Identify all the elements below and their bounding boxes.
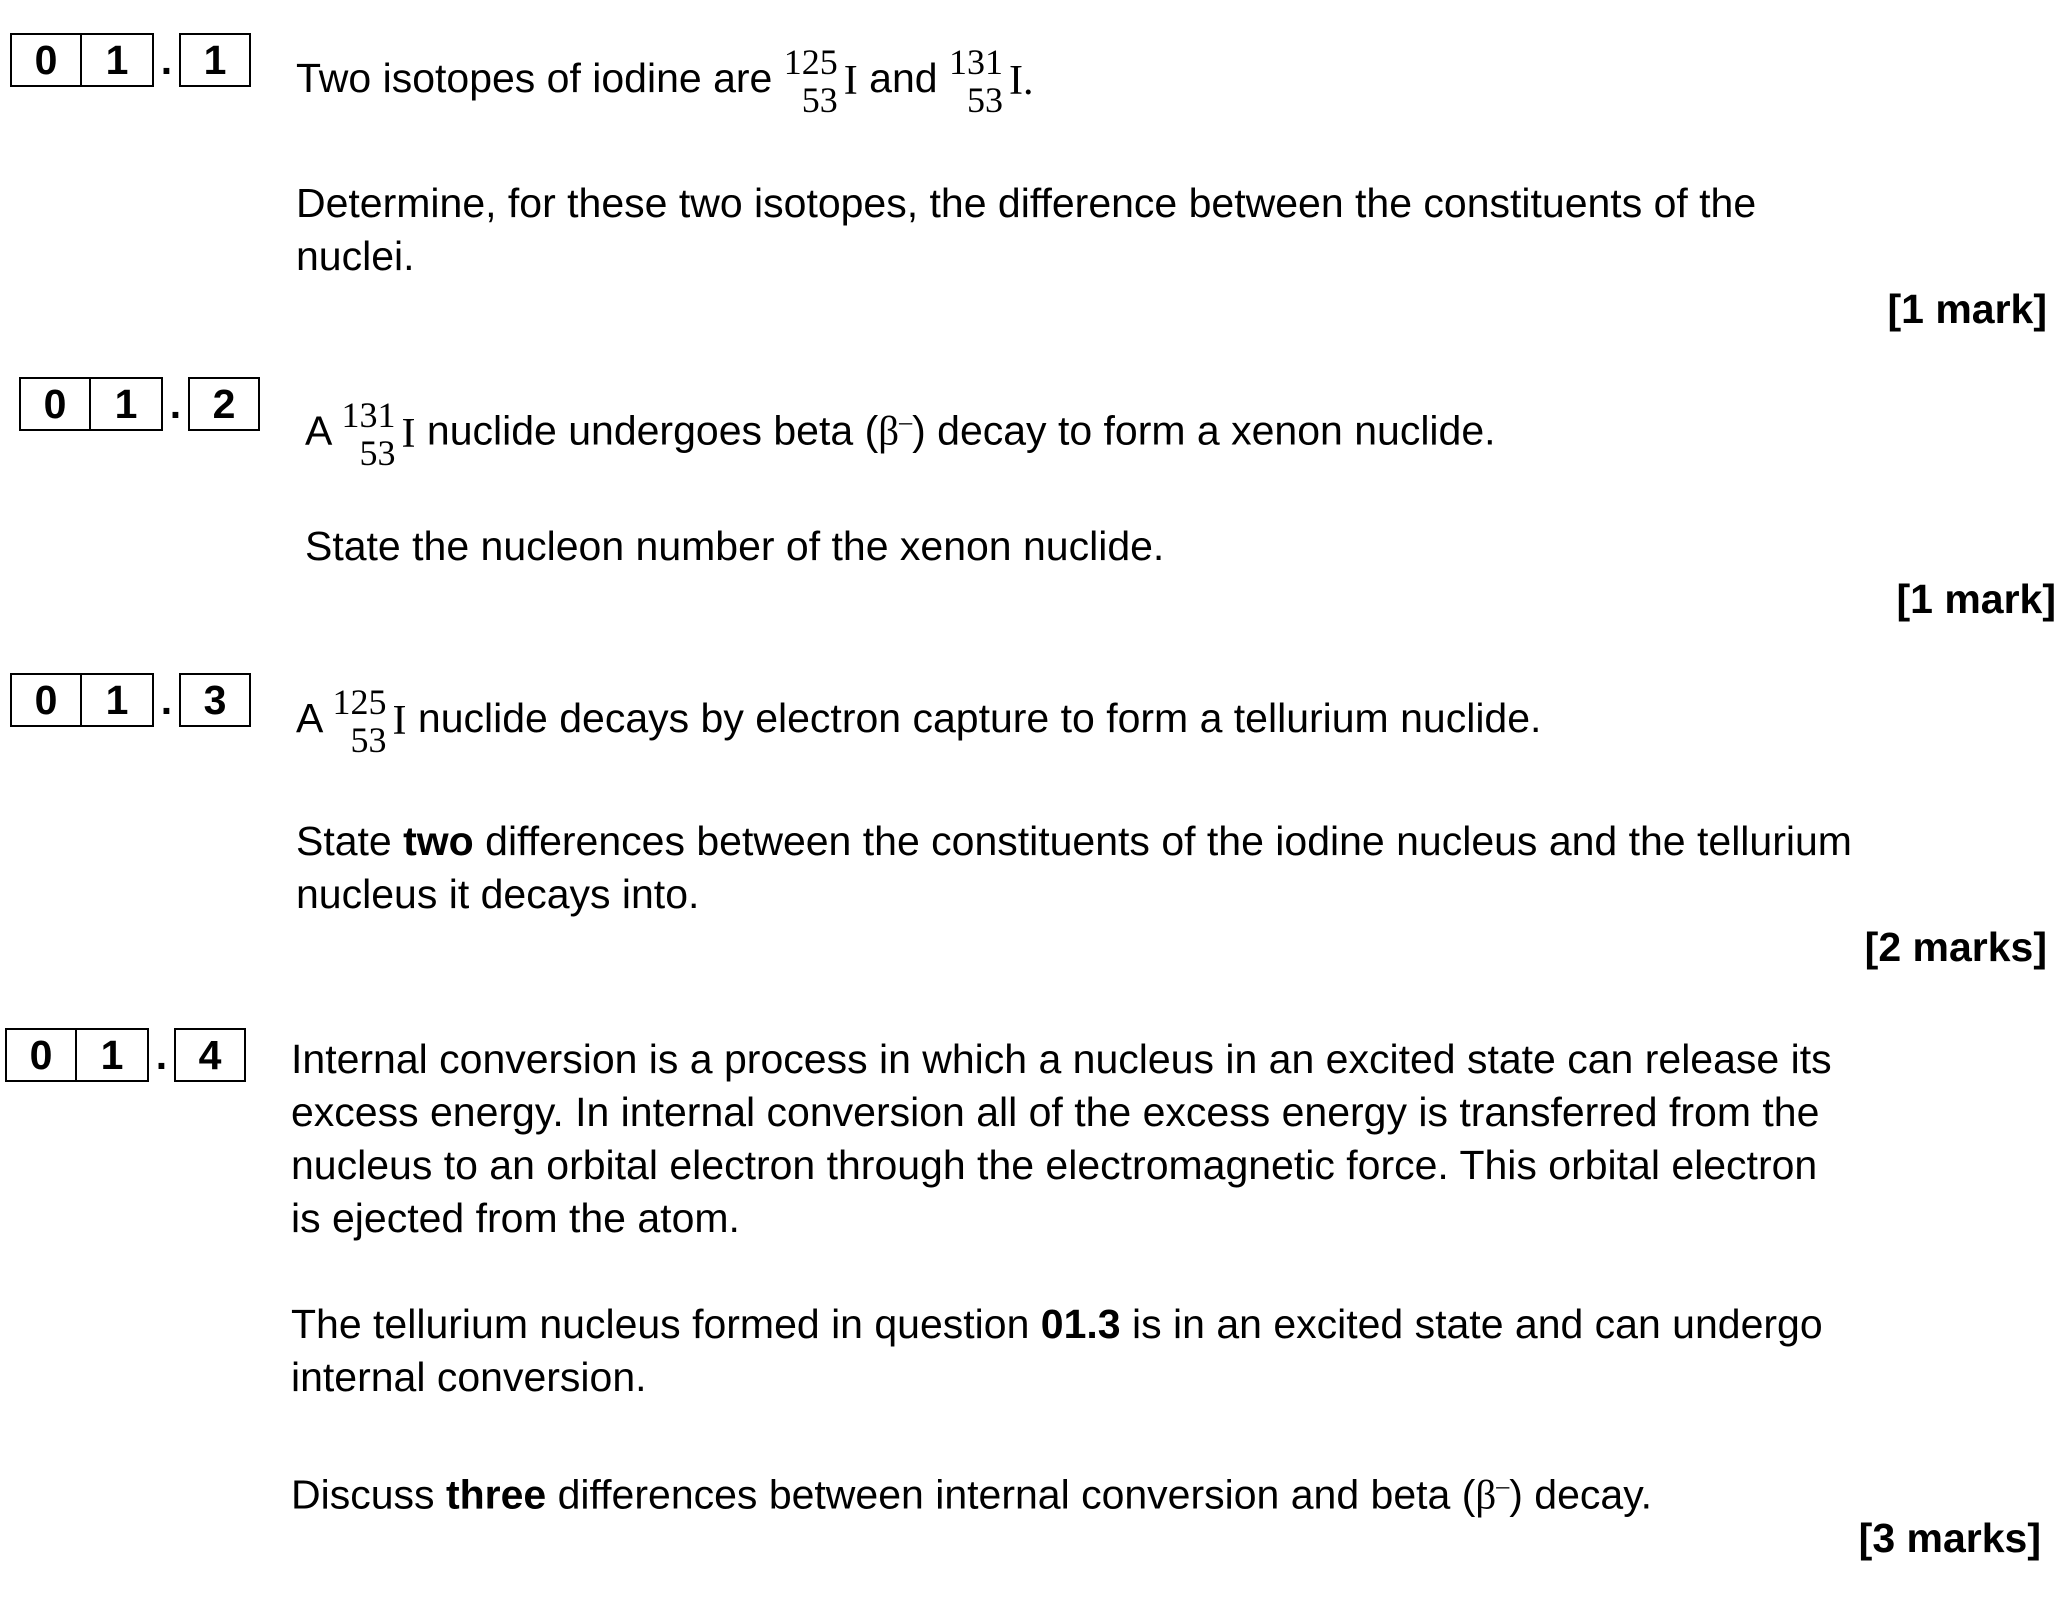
text-segment: is in an excited state and can undergo bbox=[1132, 1301, 1823, 1347]
number-box: 4 bbox=[174, 1028, 246, 1082]
question-intro-line bbox=[305, 382, 1496, 474]
number-box: 1 bbox=[91, 377, 163, 431]
number-dot: . bbox=[160, 677, 173, 723]
number-box: 0 bbox=[5, 1028, 77, 1082]
intro-text: Two isotopes of iodine are bbox=[296, 55, 773, 101]
connector-text: and bbox=[869, 55, 938, 101]
paragraph-line: Determine, for these two isotopes, the difference between the constituents of the bbox=[296, 180, 1757, 226]
number-dot: . bbox=[160, 37, 173, 83]
paragraph-line: is ejected from the atom. bbox=[291, 1195, 740, 1241]
number-box: 1 bbox=[77, 1028, 149, 1082]
number-dot: . bbox=[169, 381, 182, 427]
question-number bbox=[5, 1028, 246, 1082]
paragraph-line: nuclei. bbox=[296, 233, 415, 279]
paragraph-line: excess energy. In internal conversion all of the excess energy is transferred from the bbox=[291, 1089, 1820, 1135]
beta-superscript: – bbox=[899, 407, 913, 436]
atomic-number: 53 bbox=[967, 80, 1003, 121]
element-symbol: I bbox=[843, 58, 858, 105]
decay-text: nuclide undergoes beta ( bbox=[426, 407, 879, 454]
number-box: 1 bbox=[82, 33, 154, 87]
marks-label: [1 mark] bbox=[1896, 576, 2056, 622]
paragraph-line bbox=[291, 1459, 1652, 1522]
number-dot: . bbox=[155, 1032, 168, 1078]
text-segment: Discuss bbox=[291, 1471, 435, 1518]
mass-number: 131 bbox=[341, 394, 396, 435]
element-symbol: I bbox=[401, 410, 416, 457]
element-symbol: I. bbox=[1009, 58, 1034, 105]
beta-superscript: – bbox=[1496, 1471, 1510, 1500]
isotope-i125 bbox=[784, 41, 858, 121]
paragraph-line: Internal conversion is a process in which a nucleus in an excited state can release its bbox=[291, 1036, 1832, 1082]
isotope-i131 bbox=[949, 41, 1034, 121]
text-segment: differences between internal conversion and beta ( bbox=[557, 1471, 1476, 1518]
mass-number: 131 bbox=[949, 42, 1003, 83]
paragraph-line: State the nucleon number of the xenon nuclide. bbox=[305, 523, 1165, 569]
number-box: 0 bbox=[10, 673, 82, 727]
isotope-i125 bbox=[333, 681, 407, 761]
prefix-text: A bbox=[296, 695, 322, 741]
question-intro-line bbox=[296, 38, 1034, 121]
atomic-number: 53 bbox=[801, 80, 838, 121]
number-box: 3 bbox=[179, 673, 251, 727]
number-box: 1 bbox=[82, 673, 154, 727]
beta-symbol: β bbox=[1475, 1471, 1497, 1518]
question-number bbox=[10, 673, 251, 727]
text-segment: The tellurium nucleus formed in question bbox=[291, 1301, 1030, 1347]
paragraph-line bbox=[291, 1298, 1823, 1351]
bold-emphasis: 01.3 bbox=[1040, 1301, 1121, 1347]
text-segment: State bbox=[296, 818, 392, 864]
paragraph-line: internal conversion. bbox=[291, 1354, 647, 1400]
paragraph-line bbox=[296, 815, 1852, 868]
text-segment: differences between the constituents of the iodine nucleus and the tellurium bbox=[485, 818, 1852, 864]
question-number bbox=[10, 33, 251, 87]
number-box: 0 bbox=[10, 33, 82, 87]
number-box: 1 bbox=[179, 33, 251, 87]
marks-label: [1 mark] bbox=[1887, 286, 2047, 332]
paragraph-line: nucleus it decays into. bbox=[296, 871, 700, 917]
number-box: 2 bbox=[188, 377, 260, 431]
beta-symbol: β bbox=[878, 407, 900, 454]
atomic-number: 53 bbox=[350, 720, 387, 761]
atomic-number: 53 bbox=[359, 432, 396, 473]
text-segment: ) decay. bbox=[1509, 1471, 1653, 1518]
question-intro-line bbox=[296, 678, 1541, 761]
bold-emphasis: two bbox=[403, 818, 474, 864]
prefix-text: A bbox=[305, 407, 331, 454]
isotope-i131 bbox=[342, 394, 416, 474]
number-box: 0 bbox=[19, 377, 91, 431]
mass-number: 125 bbox=[783, 42, 838, 83]
marks-label: [3 marks] bbox=[1858, 1515, 2041, 1561]
marks-label: [2 marks] bbox=[1864, 924, 2047, 970]
mass-number: 125 bbox=[332, 682, 387, 723]
paragraph-line: nucleus to an orbital electron through the electromagnetic force. This orbital electron bbox=[291, 1142, 1818, 1188]
decay-text-end: ) decay to form a xenon nuclide. bbox=[912, 407, 1496, 454]
question-number bbox=[19, 377, 260, 431]
bold-emphasis: three bbox=[445, 1471, 547, 1518]
decay-text: nuclide decays by electron capture to form a tellurium nuclide. bbox=[417, 695, 1542, 741]
element-symbol: I bbox=[392, 698, 407, 745]
